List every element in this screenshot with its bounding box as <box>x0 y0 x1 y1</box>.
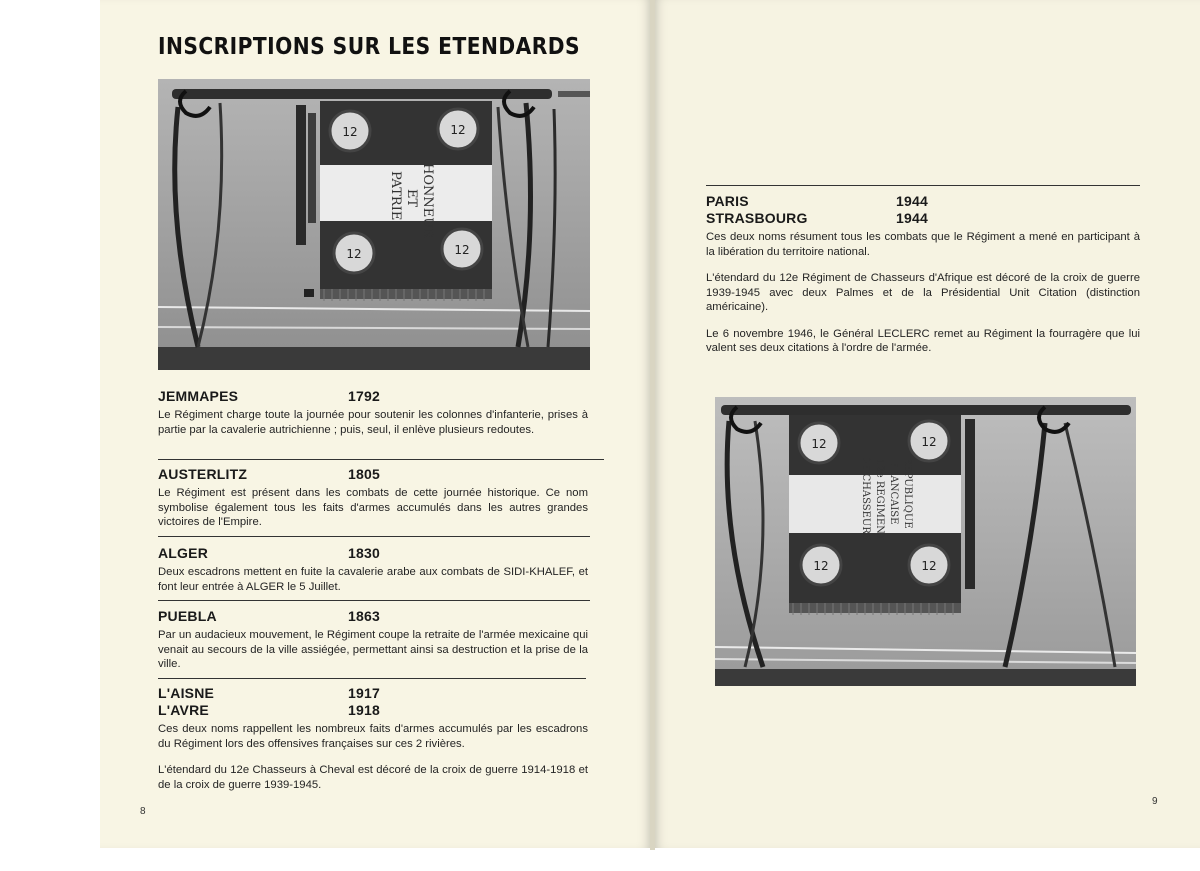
flag-emblem <box>799 423 839 463</box>
flag-emblem <box>334 233 374 273</box>
entry-text <box>706 230 1140 356</box>
battle-name: ALGER <box>158 545 208 561</box>
svg-text:REPUBLIQUE: REPUBLIQUE <box>902 457 913 529</box>
entry-jemmapes <box>158 388 588 437</box>
svg-text:12: 12 <box>813 559 829 573</box>
entry-divider <box>158 536 590 537</box>
entry-paragraph: Ces deux noms rappellent les nombreux faits d'armes accumulés par les escadrons du Régiment lors des offensives françaises sur ces 2 rivières. <box>158 723 588 750</box>
flag-emblem <box>801 545 841 585</box>
page-title: INSCRIPTIONS SUR LES ETENDARDS <box>158 34 580 60</box>
entry-heading <box>706 193 1140 210</box>
battle-year: 1917 <box>348 685 380 701</box>
entry-paragraph: Ces deux noms résument tous les combats que le Régiment a mené en participant à la libération du territoire national. <box>706 231 1140 258</box>
battle-name: STRASBOURG <box>706 210 808 226</box>
svg-text:DE CHASSEURS: DE CHASSEURS <box>860 455 871 541</box>
svg-text:12: 12 <box>454 243 470 257</box>
svg-text:12: 12 <box>921 559 937 573</box>
entry-paragraph: Le 6 novembre 1946, le Général LECLERC remet au Régiment la fourragère que lui valent ses deux citations à l'ordre de l'armée. <box>706 327 1140 354</box>
svg-text:12: 12 <box>450 123 466 137</box>
flag-emblem <box>442 229 482 269</box>
entry-heading <box>158 608 588 625</box>
entry-divider <box>158 459 604 460</box>
entry-paragraph: L'étendard du 12e Régiment de Chasseurs d'Afrique est décoré de la croix de guerre 1939-1945 avec deux Palmes et de la Présidential Unit Citation (distinction américaine). <box>706 272 1140 313</box>
entry-divider <box>706 185 1140 186</box>
standard-photo-left <box>158 79 590 370</box>
flag-emblem <box>909 421 949 461</box>
page-number-right: 9 <box>1152 796 1158 807</box>
entry-paris-strasbourg <box>706 193 1140 368</box>
battle-year: 1792 <box>348 388 380 404</box>
flag-emblem <box>909 545 949 585</box>
entry-text: Deux escadrons mettent en fuite la cavalerie arabe aux combats de SIDI-KHALEF, et font leur entrée à ALGER le 5 Juillet. <box>158 566 588 593</box>
battle-year: 1830 <box>348 545 380 561</box>
entry-heading <box>158 466 588 483</box>
svg-text:ET: ET <box>404 189 419 208</box>
standard-photo-left-image <box>158 79 590 370</box>
svg-text:12e REGIMENT: 12e REGIMENT <box>874 459 885 541</box>
entry-text: Le Régiment est présent dans les combats de cette journée historique. Ce nom symbolise également tous les faits d'armes accumulés dans les autres grandes victoires de l'Empire. <box>158 487 588 528</box>
entry-divider <box>158 600 590 601</box>
standard-photo-right-image <box>715 397 1136 686</box>
svg-text:HONNEUR: HONNEUR <box>420 163 435 238</box>
battle-year: 1805 <box>348 466 380 482</box>
entry-heading <box>706 210 1140 227</box>
svg-text:12: 12 <box>346 247 362 261</box>
entry-heading <box>158 702 588 719</box>
entry-austerlitz <box>158 466 588 530</box>
entry-paragraph: L'étendard du 12e Chasseurs à Cheval est décoré de la croix de guerre 1914-1918 et de la croix de guerre 1939-1945. <box>158 764 588 791</box>
standard-photo-right <box>715 397 1136 686</box>
entry-text: Par un audacieux mouvement, le Régiment coupe la retraite de l'armée mexicaine qui venait au secours de la ville assiégée, permettant ainsi sa destruction et la prise de la ville. <box>158 629 588 670</box>
battle-year: 1863 <box>348 608 380 624</box>
entry-divider <box>158 678 586 679</box>
battle-name: L'AVRE <box>158 702 209 718</box>
page-number-left: 8 <box>140 806 146 817</box>
flag-emblem <box>330 111 370 151</box>
entry-alger <box>158 545 588 594</box>
entry-puebla <box>158 608 588 672</box>
battle-name: AUSTERLITZ <box>158 466 248 482</box>
battle-name: L'AISNE <box>158 685 215 701</box>
svg-text:FRANCAISE: FRANCAISE <box>888 461 899 525</box>
entry-heading <box>158 545 588 562</box>
entry-heading <box>158 685 588 702</box>
battle-year: 1944 <box>896 210 928 226</box>
svg-text:12: 12 <box>921 435 937 449</box>
entry-text <box>158 722 588 792</box>
battle-year: 1918 <box>348 702 380 718</box>
battle-year: 1944 <box>896 193 928 209</box>
svg-text:12: 12 <box>342 125 358 139</box>
entry-text: Le Régiment charge toute la journée pour soutenir les colonnes d'infanterie, prises à partie par la cavalerie autrichienne ; puis, seul, il enlève plusieurs redoutes. <box>158 409 588 436</box>
svg-text:PATRIE: PATRIE <box>388 171 403 221</box>
svg-text:12: 12 <box>811 437 827 451</box>
battle-name: PARIS <box>706 193 749 209</box>
entry-heading <box>158 388 588 405</box>
entry-aisne-avre <box>158 685 588 804</box>
battle-name: PUEBLA <box>158 608 217 624</box>
flag-emblem <box>438 109 478 149</box>
battle-name: JEMMAPES <box>158 388 239 404</box>
